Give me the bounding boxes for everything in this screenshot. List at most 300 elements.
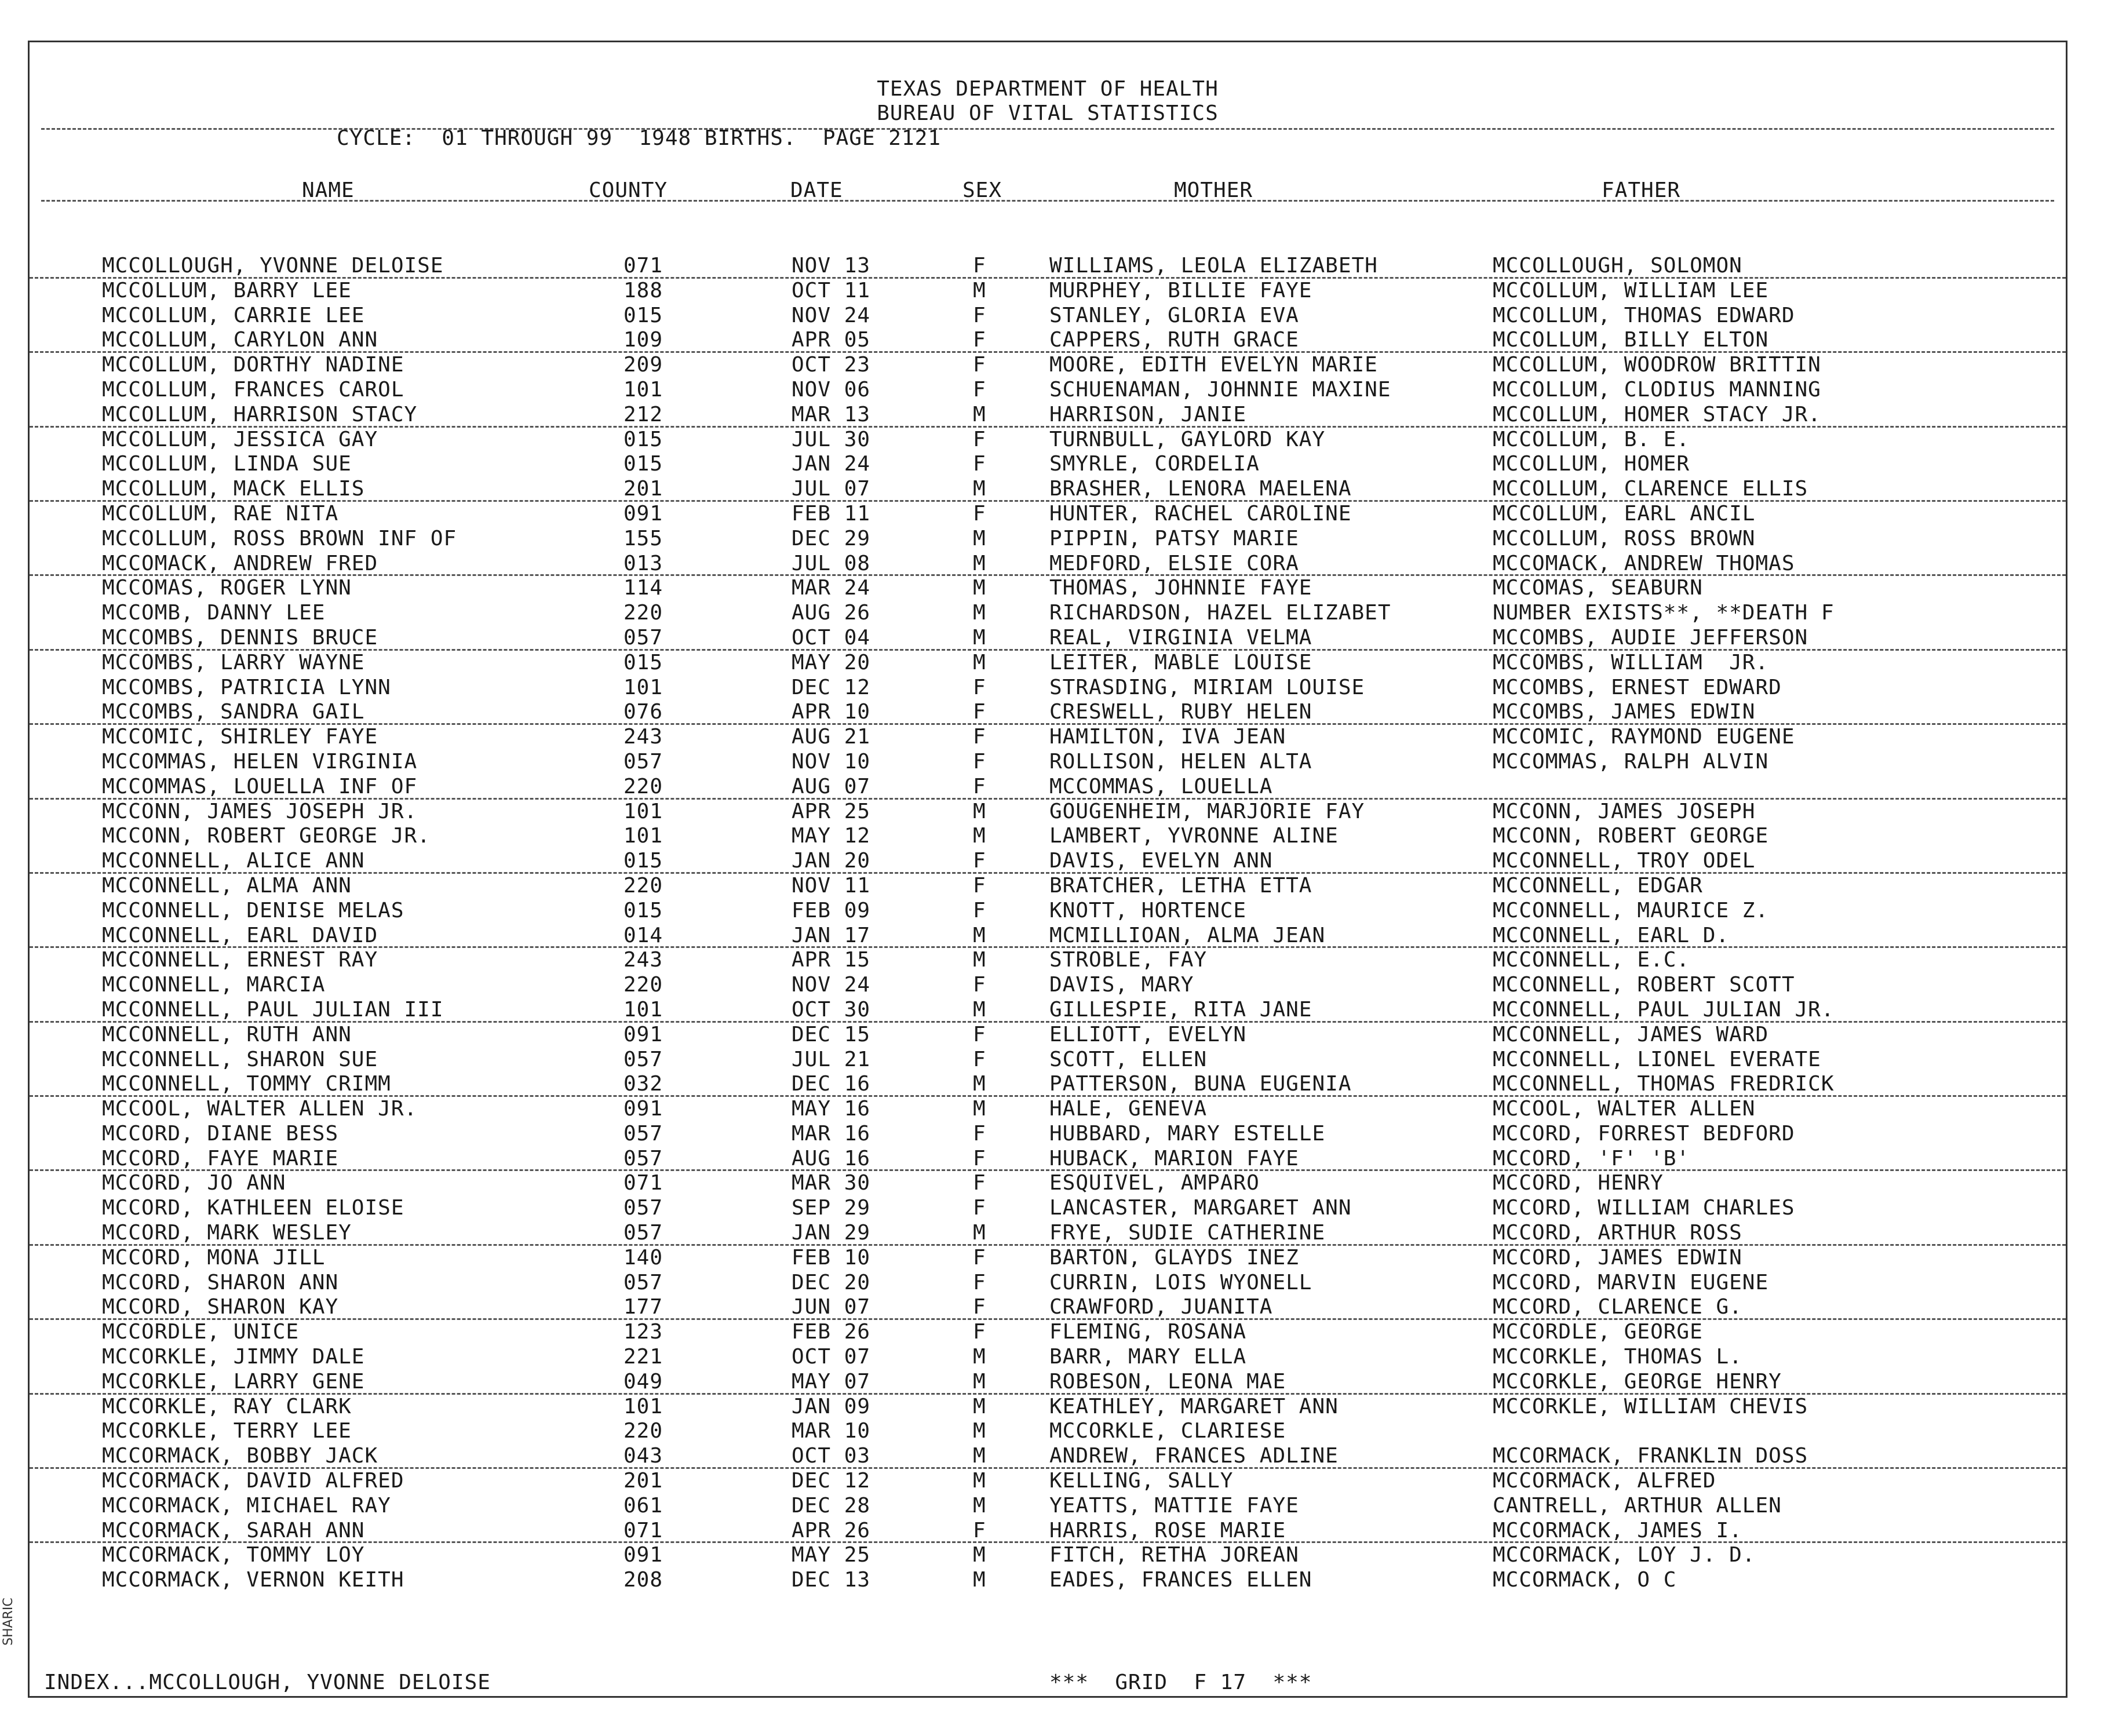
cell-father: MCCORMACK, ALFRED (1493, 1469, 1716, 1493)
table-row (30, 477, 2066, 502)
cell-father: MCCOLLUM, HOMER (1493, 452, 1690, 476)
cell-sex: F (973, 1121, 986, 1146)
cell-county: 155 (623, 526, 663, 550)
cell-county: 014 (623, 923, 663, 947)
cell-father: MCCOLLOUGH, SOLOMON (1493, 254, 1742, 278)
cell-county: 209 (623, 353, 663, 377)
cell-father: MCCOMBS, AUDIE JEFFERSON (1493, 625, 1808, 650)
cell-father: MCCONN, ROBERT GEORGE (1493, 824, 1769, 848)
table-row (30, 502, 2066, 527)
cell-county: 177 (623, 1295, 663, 1319)
cell-date: OCT 04 (792, 625, 871, 650)
cell-county: 071 (623, 254, 663, 278)
cell-county: 057 (623, 1146, 663, 1170)
table-row (30, 1494, 2066, 1519)
cell-county: 101 (623, 824, 663, 848)
column-header-mother: MOTHER (1174, 178, 1253, 202)
column-header-date: DATE (790, 178, 843, 202)
cell-father: MCCONNELL, LIONEL EVERATE (1493, 1047, 1821, 1071)
cell-mother: EADES, FRANCES ELLEN (1049, 1568, 1312, 1592)
cell-date: APR 26 (792, 1518, 871, 1542)
cell-name: MCCONNELL, ALMA ANN (102, 873, 352, 898)
cell-county: 123 (623, 1320, 663, 1344)
cell-name: MCCORKLE, LARRY GENE (102, 1369, 365, 1394)
cell-mother: WILLIAMS, LEOLA ELIZABETH (1049, 254, 1378, 278)
cell-father: MCCOMBS, ERNEST EDWARD (1493, 675, 1782, 699)
cell-county: 043 (623, 1444, 663, 1468)
cell-name: MCCORKLE, JIMMY DALE (102, 1345, 365, 1369)
cell-mother: FRYE, SUDIE CATHERINE (1049, 1221, 1326, 1245)
table-row (30, 1345, 2066, 1370)
cell-name: MCCONNELL, RUTH ANN (102, 1022, 352, 1046)
cell-father: MCCORD, 'F' 'B' (1493, 1146, 1690, 1170)
cell-mother: STRASDING, MIRIAM LOUISE (1049, 675, 1365, 699)
cell-name: MCCORMACK, DAVID ALFRED (102, 1469, 404, 1493)
cell-date: DEC 28 (792, 1493, 871, 1518)
cell-name: MCCOMIC, SHIRLEY FAYE (102, 725, 378, 749)
cell-county: 091 (623, 1097, 663, 1121)
cell-date: APR 10 (792, 700, 871, 724)
cell-mother: BRATCHER, LETHA ETTA (1049, 873, 1312, 898)
cell-mother: MURPHEY, BILLIE FAYE (1049, 278, 1312, 302)
cell-mother: GOUGENHEIM, MARJORIE FAY (1049, 799, 1365, 823)
department-title: TEXAS DEPARTMENT OF HEALTH (877, 77, 1219, 101)
cell-mother: HARRIS, ROSE MARIE (1049, 1518, 1286, 1542)
cell-county: 201 (623, 1469, 663, 1493)
cell-county: 071 (623, 1518, 663, 1542)
cell-name: MCCORD, DIANE BESS (102, 1121, 339, 1146)
cell-father: MCCOLLUM, CLODIUS MANNING (1493, 377, 1821, 402)
cell-father: MCCOLLUM, WOODROW BRITTIN (1493, 353, 1821, 377)
cell-name: MCCOLLUM, HARRISON STACY (102, 402, 418, 426)
cell-name: MCCONNELL, SHARON SUE (102, 1047, 378, 1071)
cell-date: DEC 15 (792, 1022, 871, 1046)
cell-date: MAY 16 (792, 1097, 871, 1121)
cell-date: JUL 07 (792, 477, 871, 501)
cell-sex: M (973, 477, 986, 501)
cell-name: MCCONNELL, MARCIA (102, 973, 326, 997)
grid-footer: *** GRID F 17 *** (1049, 1671, 1312, 1694)
cell-county: 015 (623, 898, 663, 922)
cell-mother: BARR, MARY ELLA (1049, 1345, 1247, 1369)
cell-name: MCCONN, JAMES JOSEPH JR. (102, 799, 418, 823)
cell-sex: F (973, 973, 986, 997)
cell-county: 057 (623, 749, 663, 774)
table-row (30, 973, 2066, 998)
cell-father: MCCOMAS, SEABURN (1493, 576, 1703, 600)
cell-mother: TURNBULL, GAYLORD KAY (1049, 427, 1326, 451)
cell-date: DEC 20 (792, 1270, 871, 1294)
cell-date: MAY 25 (792, 1543, 871, 1567)
table-row (30, 1543, 2066, 1568)
cell-mother: GILLESPIE, RITA JANE (1049, 997, 1312, 1022)
cell-sex: M (973, 1369, 986, 1394)
cell-date: JAN 29 (792, 1221, 871, 1245)
table-row (30, 378, 2066, 403)
cell-mother: KELLING, SALLY (1049, 1469, 1234, 1493)
cell-name: MCCORD, SHARON ANN (102, 1270, 339, 1294)
cell-sex: F (973, 1295, 986, 1319)
document-frame (28, 41, 2067, 1698)
table-row (30, 452, 2066, 477)
cell-father: MCCOLLUM, BILLY ELTON (1493, 328, 1769, 352)
cell-sex: M (973, 1444, 986, 1468)
cell-mother: STANLEY, GLORIA EVA (1049, 303, 1299, 327)
cell-name: MCCORKLE, RAY CLARK (102, 1394, 352, 1418)
cell-father: CANTRELL, ARTHUR ALLEN (1493, 1493, 1782, 1518)
cell-date: AUG 21 (792, 725, 871, 749)
cell-father: MCCORD, ARTHUR ROSS (1493, 1221, 1742, 1245)
cell-sex: F (973, 1022, 986, 1046)
cell-mother: HALE, GENEVA (1049, 1097, 1208, 1121)
cell-father: MCCORKLE, WILLIAM CHEVIS (1493, 1394, 1808, 1418)
cell-name: MCCOMB, DANNY LEE (102, 601, 326, 625)
cell-county: 243 (623, 948, 663, 972)
cell-sex: F (973, 1171, 986, 1195)
cell-mother: PATTERSON, BUNA EUGENIA (1049, 1072, 1352, 1096)
cell-name: MCCORD, KATHLEEN ELOISE (102, 1196, 404, 1220)
table-row (30, 1097, 2066, 1122)
cell-father: MCCORMACK, O C (1493, 1568, 1677, 1592)
cell-sex: F (973, 1146, 986, 1170)
cell-sex: M (973, 1568, 986, 1592)
cell-sex: M (973, 799, 986, 823)
cell-sex: F (973, 749, 986, 774)
cell-sex: F (973, 898, 986, 922)
table-row (30, 651, 2066, 676)
cell-mother: PIPPIN, PATSY MARIE (1049, 526, 1299, 550)
cell-county: 061 (623, 1493, 663, 1518)
bureau-title: BUREAU OF VITAL STATISTICS (877, 101, 1219, 125)
cell-county: 208 (623, 1568, 663, 1592)
cell-mother: STROBLE, FAY (1049, 948, 1208, 972)
cell-date: DEC 12 (792, 1469, 871, 1493)
table-row (30, 353, 2066, 378)
cell-county: 057 (623, 1047, 663, 1071)
cell-sex: M (973, 824, 986, 848)
cell-name: MCCOLLOUGH, YVONNE DELOISE (102, 254, 444, 278)
cell-sex: F (973, 353, 986, 377)
cell-name: MCCOLLUM, FRANCES CAROL (102, 377, 404, 402)
cell-county: 032 (623, 1072, 663, 1096)
table-row (30, 775, 2066, 800)
table-row (30, 948, 2066, 973)
cell-father: MCCORD, MARVIN EUGENE (1493, 1270, 1769, 1294)
cell-name: MCCONNELL, ALICE ANN (102, 849, 365, 873)
cell-name: MCCOLLUM, BARRY LEE (102, 278, 352, 302)
cell-date: OCT 03 (792, 1444, 871, 1468)
table-row (30, 304, 2066, 329)
cell-mother: KEATHLEY, MARGARET ANN (1049, 1394, 1339, 1418)
cell-date: NOV 06 (792, 377, 871, 402)
table-row (30, 527, 2066, 552)
cell-sex: F (973, 1270, 986, 1294)
cell-county: 101 (623, 377, 663, 402)
cell-name: MCCOMBS, DENNIS BRUCE (102, 625, 378, 650)
cell-name: MCCONNELL, PAUL JULIAN III (102, 997, 444, 1022)
cell-sex: F (973, 303, 986, 327)
table-row (30, 1196, 2066, 1221)
table-row (30, 1023, 2066, 1048)
cell-father: MCCOLLUM, THOMAS EDWARD (1493, 303, 1795, 327)
cell-sex: M (973, 526, 986, 550)
cell-county: 057 (623, 1121, 663, 1146)
cell-father: MCCONNELL, JAMES WARD (1493, 1022, 1769, 1046)
cell-name: MCCORD, SHARON KAY (102, 1295, 339, 1319)
cell-date: NOV 24 (792, 303, 871, 327)
cell-date: APR 25 (792, 799, 871, 823)
cell-county: 071 (623, 1171, 663, 1195)
cell-name: MCCOMMAS, LOUELLA INF OF (102, 774, 418, 798)
cell-father: MCCOMMAS, RALPH ALVIN (1493, 749, 1769, 774)
table-row (30, 601, 2066, 626)
cell-father: MCCOLLUM, HOMER STACY JR. (1493, 402, 1821, 426)
cell-name: MCCORD, MARK WESLEY (102, 1221, 352, 1245)
cell-date: FEB 11 (792, 501, 871, 526)
cell-sex: F (973, 700, 986, 724)
cell-father: MCCORD, FORREST BEDFORD (1493, 1121, 1795, 1146)
cell-county: 015 (623, 849, 663, 873)
cell-mother: MOORE, EDITH EVELYN MARIE (1049, 353, 1378, 377)
cell-name: MCCOLLUM, ROSS BROWN INF OF (102, 526, 457, 550)
cell-mother: THOMAS, JOHNNIE FAYE (1049, 576, 1312, 600)
cell-sex: M (973, 650, 986, 674)
cycle-line: CYCLE: 01 THROUGH 99 1948 BIRTHS. PAGE 2121 (337, 126, 941, 150)
cell-name: MCCONNELL, ERNEST RAY (102, 948, 378, 972)
column-header-sex: SEX (962, 178, 1002, 202)
cell-sex: M (973, 1221, 986, 1245)
cell-father: MCCORD, WILLIAM CHARLES (1493, 1196, 1795, 1220)
table-row (30, 824, 2066, 849)
table-row (30, 899, 2066, 924)
cell-date: OCT 30 (792, 997, 871, 1022)
table-row (30, 403, 2066, 428)
cell-county: 015 (623, 427, 663, 451)
cell-date: MAY 20 (792, 650, 871, 674)
cell-name: MCCORMACK, VERNON KEITH (102, 1568, 404, 1592)
cell-mother: DAVIS, EVELYN ANN (1049, 849, 1273, 873)
cell-name: MCCOMACK, ANDREW FRED (102, 551, 378, 575)
cell-date: NOV 24 (792, 973, 871, 997)
cell-county: 057 (623, 625, 663, 650)
cell-sex: M (973, 278, 986, 302)
cell-father: MCCONN, JAMES JOSEPH (1493, 799, 1756, 823)
column-header-divider (41, 200, 2054, 202)
cell-county: 101 (623, 799, 663, 823)
cell-date: APR 15 (792, 948, 871, 972)
cell-county: 091 (623, 501, 663, 526)
cell-sex: M (973, 402, 986, 426)
cell-date: AUG 26 (792, 601, 871, 625)
table-row (30, 1147, 2066, 1172)
cell-date: MAY 07 (792, 1369, 871, 1394)
cell-county: 049 (623, 1369, 663, 1394)
cell-county: 109 (623, 328, 663, 352)
cell-name: MCCORMACK, TOMMY LOY (102, 1543, 365, 1567)
cell-sex: F (973, 254, 986, 278)
table-row (30, 800, 2066, 825)
table-row (30, 1444, 2066, 1469)
cell-date: AUG 07 (792, 774, 871, 798)
cell-county: 188 (623, 278, 663, 302)
cell-sex: F (973, 774, 986, 798)
cell-county: 015 (623, 452, 663, 476)
table-row (30, 1419, 2066, 1444)
cell-name: MCCOLLUM, DORTHY NADINE (102, 353, 404, 377)
cell-date: JUL 08 (792, 551, 871, 575)
column-header-name: NAME (302, 178, 355, 202)
cell-date: OCT 07 (792, 1345, 871, 1369)
cell-name: MCCORMACK, SARAH ANN (102, 1518, 365, 1542)
cell-date: NOV 10 (792, 749, 871, 774)
cell-county: 114 (623, 576, 663, 600)
cell-father: MCCONNELL, THOMAS FREDRICK (1493, 1072, 1835, 1096)
cell-sex: M (973, 948, 986, 972)
cell-sex: F (973, 1196, 986, 1220)
cell-name: MCCORD, MONA JILL (102, 1245, 326, 1270)
cell-date: FEB 26 (792, 1320, 871, 1344)
cell-mother: MEDFORD, ELSIE CORA (1049, 551, 1299, 575)
cell-father: MCCONNELL, EARL D. (1493, 923, 1730, 947)
cell-father: MCCOLLUM, CLARENCE ELLIS (1493, 477, 1808, 501)
cell-sex: F (973, 377, 986, 402)
cell-father: MCCORD, JAMES EDWIN (1493, 1245, 1742, 1270)
cell-name: MCCOLLUM, CARRIE LEE (102, 303, 365, 327)
table-row (30, 1395, 2066, 1420)
table-row (30, 428, 2066, 453)
cell-father: NUMBER EXISTS**, **DEATH F (1493, 601, 1835, 625)
cell-date: FEB 09 (792, 898, 871, 922)
cell-sex: F (973, 427, 986, 451)
cell-father: MCCOLLUM, B. E. (1493, 427, 1690, 451)
cell-mother: CAPPERS, RUTH GRACE (1049, 328, 1299, 352)
table-row (30, 626, 2066, 651)
cell-date: DEC 16 (792, 1072, 871, 1096)
cell-father: MCCONNELL, E.C. (1493, 948, 1690, 972)
column-header-father: FATHER (1602, 178, 1681, 202)
cell-county: 101 (623, 997, 663, 1022)
cell-father: MCCONNELL, EDGAR (1493, 873, 1703, 898)
cell-county: 057 (623, 1221, 663, 1245)
cell-mother: KNOTT, HORTENCE (1049, 898, 1247, 922)
cell-father: MCCOLLUM, ROSS BROWN (1493, 526, 1756, 550)
cell-name: MCCOLLUM, RAE NITA (102, 501, 339, 526)
cell-date: JUL 30 (792, 427, 871, 451)
cell-mother: CURRIN, LOIS WYONELL (1049, 1270, 1312, 1294)
cell-mother: ROBESON, LEONA MAE (1049, 1369, 1286, 1394)
cell-county: 015 (623, 303, 663, 327)
cell-name: MCCORD, JO ANN (102, 1171, 286, 1195)
cell-mother: FLEMING, ROSANA (1049, 1320, 1247, 1344)
cell-date: JAN 24 (792, 452, 871, 476)
cell-date: NOV 11 (792, 873, 871, 898)
table-row (30, 998, 2066, 1023)
cell-sex: M (973, 1072, 986, 1096)
cell-father: MCCORD, CLARENCE G. (1493, 1295, 1742, 1319)
cell-name: MCCORD, FAYE MARIE (102, 1146, 339, 1170)
cell-mother: SCHUENAMAN, JOHNNIE MAXINE (1049, 377, 1391, 402)
table-row (30, 1221, 2066, 1246)
cell-father: MCCOLLUM, WILLIAM LEE (1493, 278, 1769, 302)
cell-date: DEC 12 (792, 675, 871, 699)
cell-name: MCCORKLE, TERRY LEE (102, 1419, 352, 1443)
table-row (30, 1469, 2066, 1494)
cell-date: FEB 10 (792, 1245, 871, 1270)
cell-county: 076 (623, 700, 663, 724)
cell-father: MCCONNELL, TROY ODEL (1493, 849, 1756, 873)
cell-mother: LAMBERT, YVRONNE ALINE (1049, 824, 1339, 848)
cell-name: MCCORMACK, BOBBY JACK (102, 1444, 378, 1468)
cell-county: 101 (623, 675, 663, 699)
table-row (30, 1171, 2066, 1196)
cell-name: MCCOLLUM, JESSICA GAY (102, 427, 378, 451)
cell-mother: MCMILLIOAN, ALMA JEAN (1049, 923, 1326, 947)
cell-name: MCCOMBS, SANDRA GAIL (102, 700, 365, 724)
cell-sex: F (973, 328, 986, 352)
table-row (30, 924, 2066, 949)
table-row (30, 279, 2066, 304)
table-row (30, 676, 2066, 701)
table-row (30, 700, 2066, 725)
cell-county: 057 (623, 1270, 663, 1294)
table-row (30, 1271, 2066, 1296)
cell-name: MCCOMBS, PATRICIA LYNN (102, 675, 391, 699)
cell-date: DEC 13 (792, 1568, 871, 1592)
cell-mother: BRASHER, LENORA MAELENA (1049, 477, 1352, 501)
index-footer: INDEX...MCCOLLOUGH, YVONNE DELOISE (44, 1671, 491, 1694)
cell-father: MCCORKLE, THOMAS L. (1493, 1345, 1742, 1369)
cell-name: MCCONNELL, TOMMY CRIMM (102, 1072, 391, 1096)
cell-name: MCCONN, ROBERT GEORGE JR. (102, 824, 431, 848)
table-row (30, 874, 2066, 899)
cell-mother: LEITER, MABLE LOUISE (1049, 650, 1312, 674)
cell-father: MCCORMACK, JAMES I. (1493, 1518, 1742, 1542)
cell-father: MCCORMACK, LOY J. D. (1493, 1543, 1756, 1567)
table-row (30, 849, 2066, 874)
side-stamp: SHARIC (1, 1598, 16, 1646)
cell-county: 220 (623, 601, 663, 625)
cell-county: 201 (623, 477, 663, 501)
cell-name: MCCOMMAS, HELEN VIRGINIA (102, 749, 418, 774)
cell-mother: ESQUIVEL, AMPARO (1049, 1171, 1260, 1195)
cell-name: MCCOOL, WALTER ALLEN JR. (102, 1097, 418, 1121)
cell-sex: M (973, 1097, 986, 1121)
cell-father: MCCORKLE, GEORGE HENRY (1493, 1369, 1782, 1394)
cell-sex: M (973, 1419, 986, 1443)
cell-father: MCCOMBS, JAMES EDWIN (1493, 700, 1756, 724)
cell-mother: LANCASTER, MARGARET ANN (1049, 1196, 1352, 1220)
cell-name: MCCOMAS, ROGER LYNN (102, 576, 352, 600)
cell-father: MCCONNELL, PAUL JULIAN JR. (1493, 997, 1835, 1022)
cell-sex: F (973, 501, 986, 526)
cell-name: MCCORDLE, UNICE (102, 1320, 300, 1344)
cell-father: MCCONNELL, MAURICE Z. (1493, 898, 1769, 922)
table-row (30, 1122, 2066, 1147)
cell-father: MCCOLLUM, EARL ANCIL (1493, 501, 1756, 526)
cell-sex: F (973, 1518, 986, 1542)
cell-county: 243 (623, 725, 663, 749)
cell-mother: SCOTT, ELLEN (1049, 1047, 1208, 1071)
cell-name: MCCOLLUM, LINDA SUE (102, 452, 352, 476)
cell-mother: MCCOMMAS, LOUELLA (1049, 774, 1273, 798)
cell-county: 057 (623, 1196, 663, 1220)
cell-sex: M (973, 551, 986, 575)
table-row (30, 254, 2066, 279)
cell-mother: HUNTER, RACHEL CAROLINE (1049, 501, 1352, 526)
table-row (30, 576, 2066, 601)
cell-sex: M (973, 1345, 986, 1369)
cell-name: MCCONNELL, DENISE MELAS (102, 898, 404, 922)
